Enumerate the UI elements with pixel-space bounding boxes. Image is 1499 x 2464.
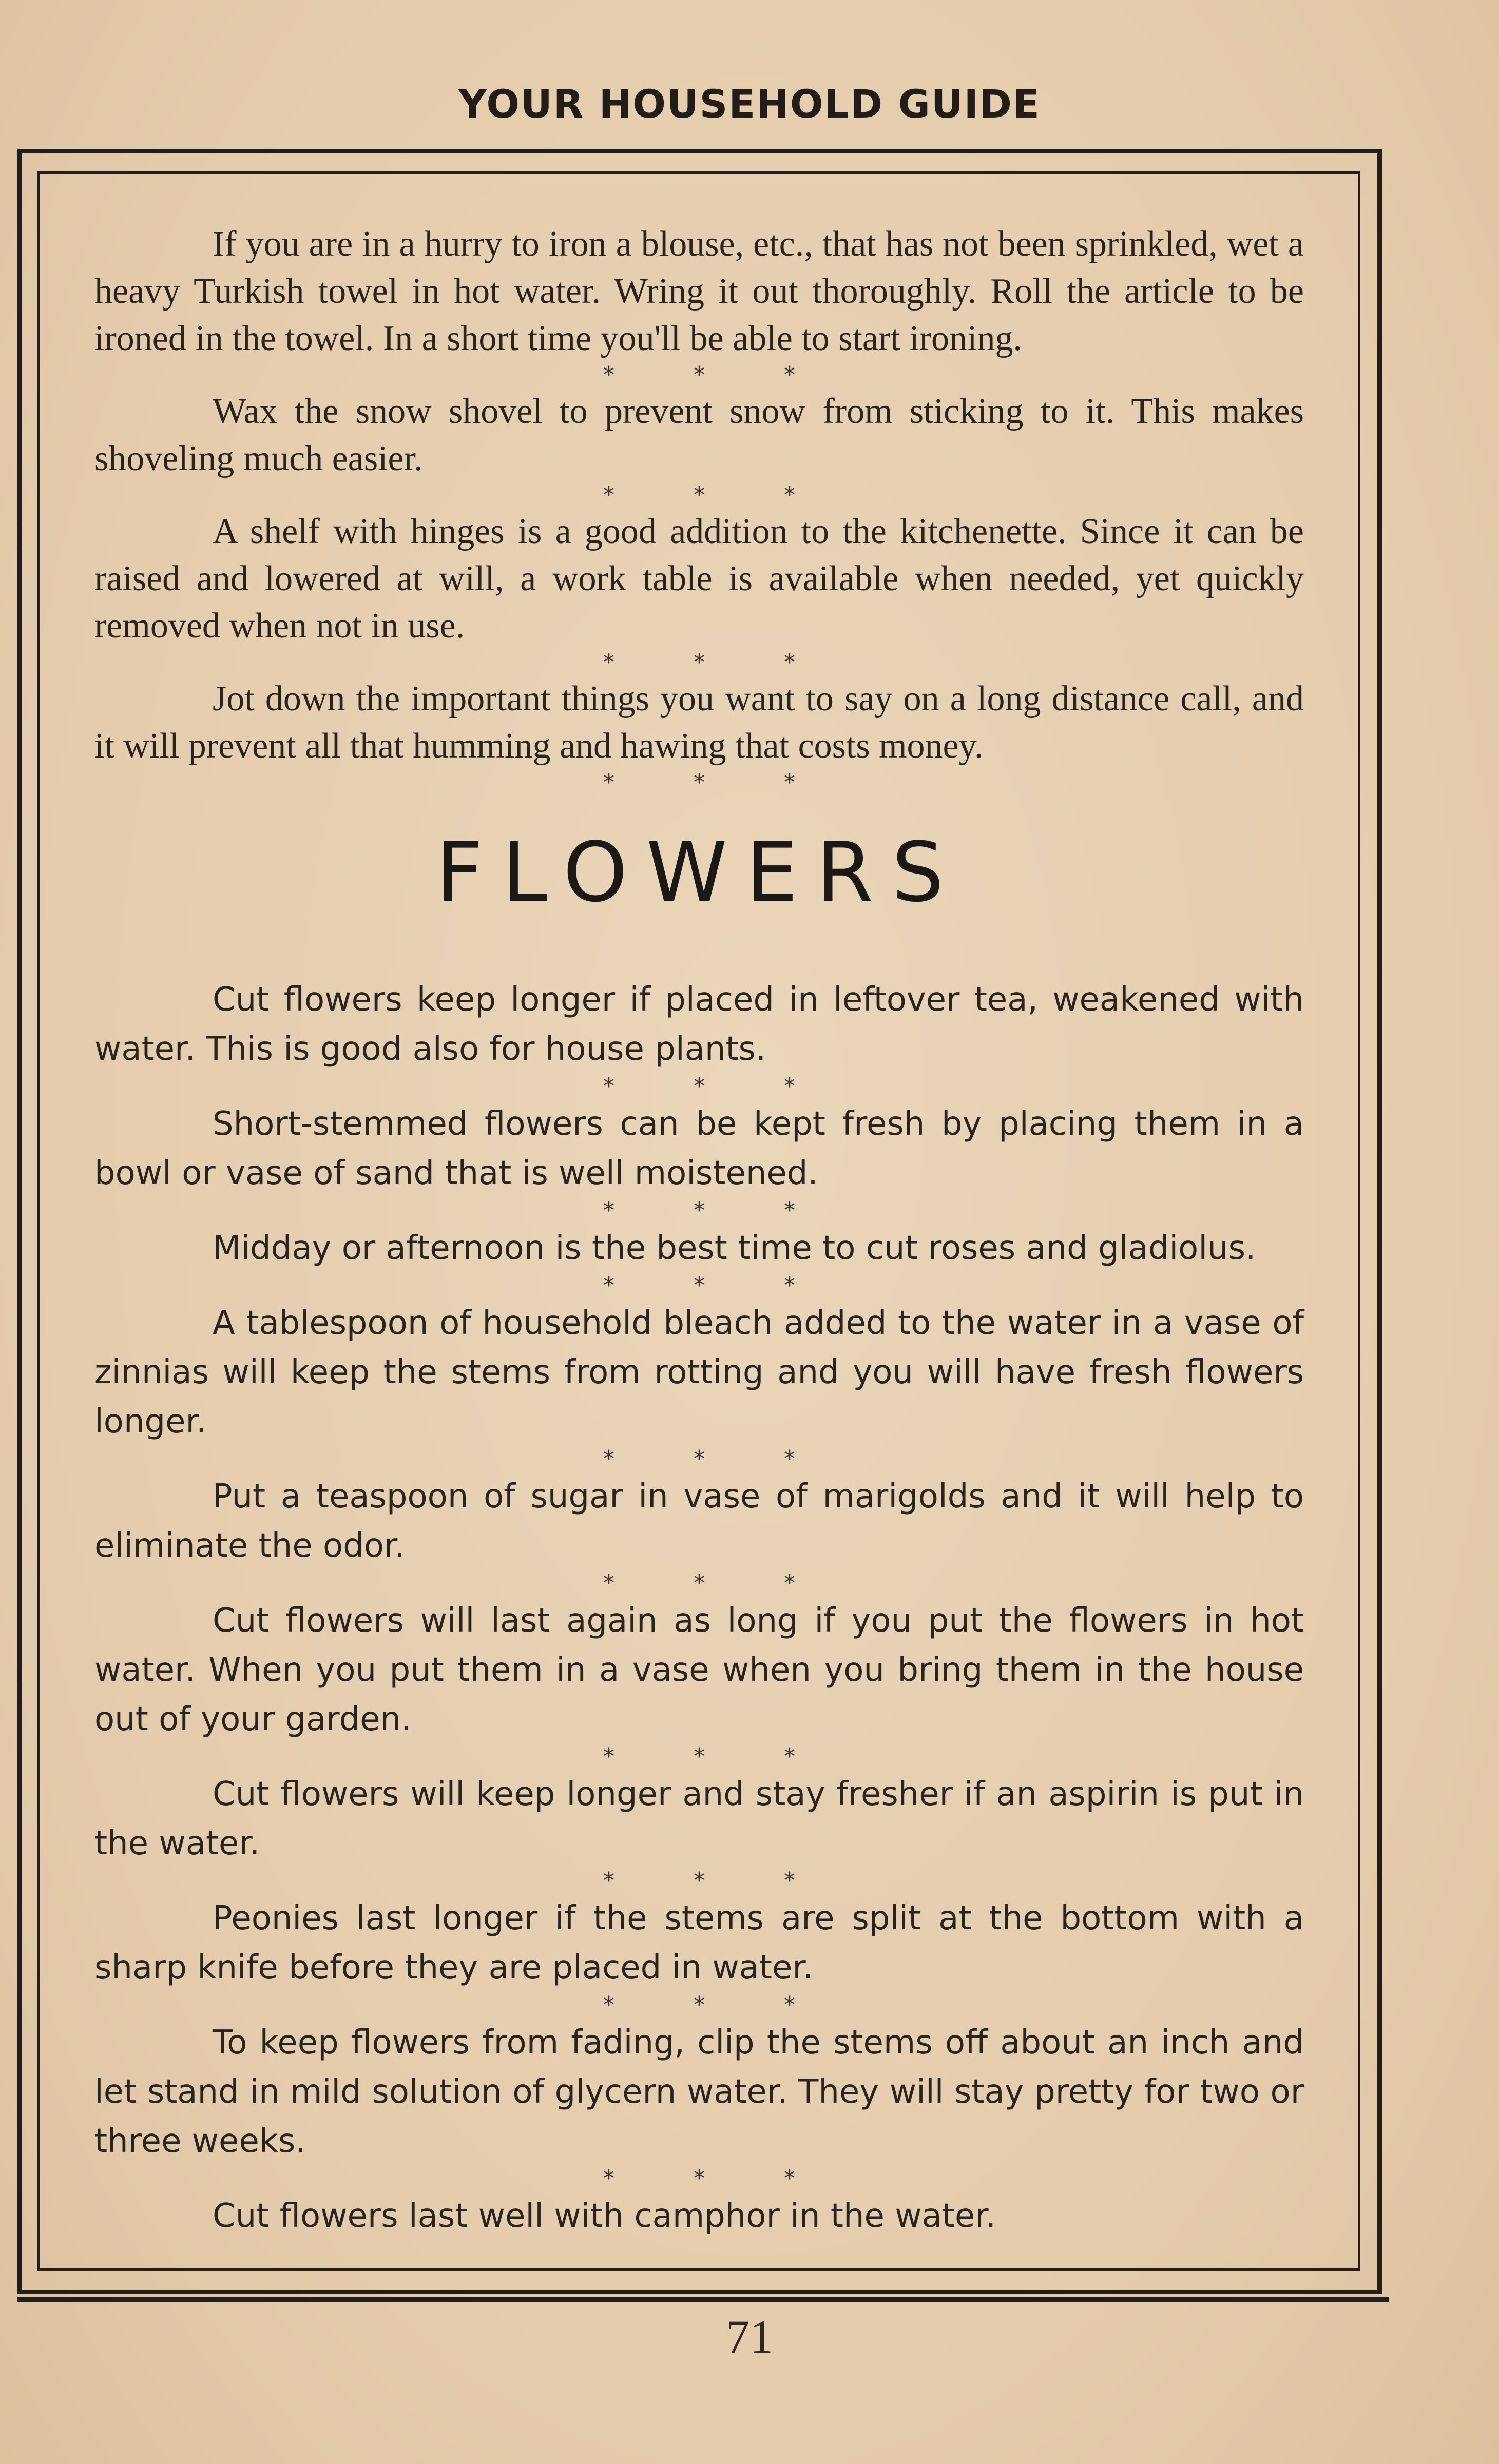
separator-stars: * * * bbox=[603, 482, 831, 508]
paragraph-sugar: Put a teaspoon of sugar in vase of marigolds and it will help to eliminate the odor. bbox=[94, 1478, 1304, 1565]
separator-stars: * * * bbox=[603, 1570, 831, 1596]
separator-stars: * * * bbox=[603, 649, 831, 675]
page-number: 71 bbox=[726, 2311, 773, 2363]
paragraph-long-distance: Jot down the important things you want to say on a long distance call, and it will prevent all that humming and hawing that costs money. bbox=[94, 679, 1304, 766]
paragraph-sand: Short-stemmed flowers can be kept fresh by placing them in a bowl or vase of sand that is well moistened. bbox=[94, 1105, 1304, 1192]
separator-stars: * * * bbox=[603, 1272, 831, 1298]
paragraph-glycerin: To keep flowers from fading, clip the stems off about an inch and let stand in mild solution of glycern water. They will stay pretty for two or three weeks. bbox=[94, 2024, 1304, 2160]
separator-stars: * * * bbox=[603, 1073, 831, 1099]
paragraph-peonies: Peonies last longer if the stems are split at the bottom with a sharp knife before they are placed in water. bbox=[94, 1899, 1304, 1987]
separator-stars: * * * bbox=[603, 1992, 831, 2018]
paragraph-cutting-time: Midday or afternoon is the best time to cut roses and gladiolus. bbox=[213, 1229, 1256, 1267]
bottom-rule bbox=[17, 2297, 1389, 2302]
paragraph-ironing: If you are in a hurry to iron a blouse, etc., that has not been sprinkled, wet a heavy Turkish towel in hot water. Wring it out thoroughly. Roll the article to be ironed in the towel. In a short time you'll be able to start ironing. bbox=[94, 224, 1304, 358]
separator-stars: * * * bbox=[603, 769, 831, 796]
paragraph-hot-water: Cut flowers will last again as long if you put the flowers in hot water. When you put them in a vase when you bring them in the house out of your garden. bbox=[94, 1602, 1304, 1738]
paragraph-aspirin: Cut flowers will keep longer and stay fresher if an aspirin is put in the water. bbox=[94, 1775, 1304, 1862]
section-heading: FLOWERS bbox=[436, 824, 963, 920]
separator-stars: * * * bbox=[603, 1743, 831, 1770]
separator-stars: * * * bbox=[603, 1446, 831, 1472]
paragraph-bleach: A tablespoon of household bleach added to the water in a vase of zinnias will keep the stems from rotting and you will have fresh flowers longer. bbox=[94, 1304, 1304, 1441]
paragraph-leftover-tea: Cut flowers keep longer if placed in leftover tea, weakened with water. This is good also for house plants. bbox=[94, 981, 1304, 1068]
page-content bbox=[94, 221, 1304, 2241]
separator-stars: * * * bbox=[603, 2165, 831, 2191]
running-head: YOUR HOUSEHOLD GUIDE bbox=[458, 81, 1041, 127]
paragraph-snow-shovel: Wax the snow shovel to prevent snow from sticking to it. This makes shoveling much easier. bbox=[94, 392, 1304, 478]
paragraph-shelf: A shelf with hinges is a good addition to the kitchenette. Since it can be raised and lowered at will, a work table is available when needed, yet quickly removed when not in use. bbox=[94, 512, 1304, 646]
separator-stars: * * * bbox=[603, 1197, 831, 1224]
separator-stars: * * * bbox=[603, 362, 831, 388]
separator-stars: * * * bbox=[603, 1868, 831, 1894]
paragraph-camphor: Cut flowers last well with camphor in the water. bbox=[213, 2197, 996, 2235]
